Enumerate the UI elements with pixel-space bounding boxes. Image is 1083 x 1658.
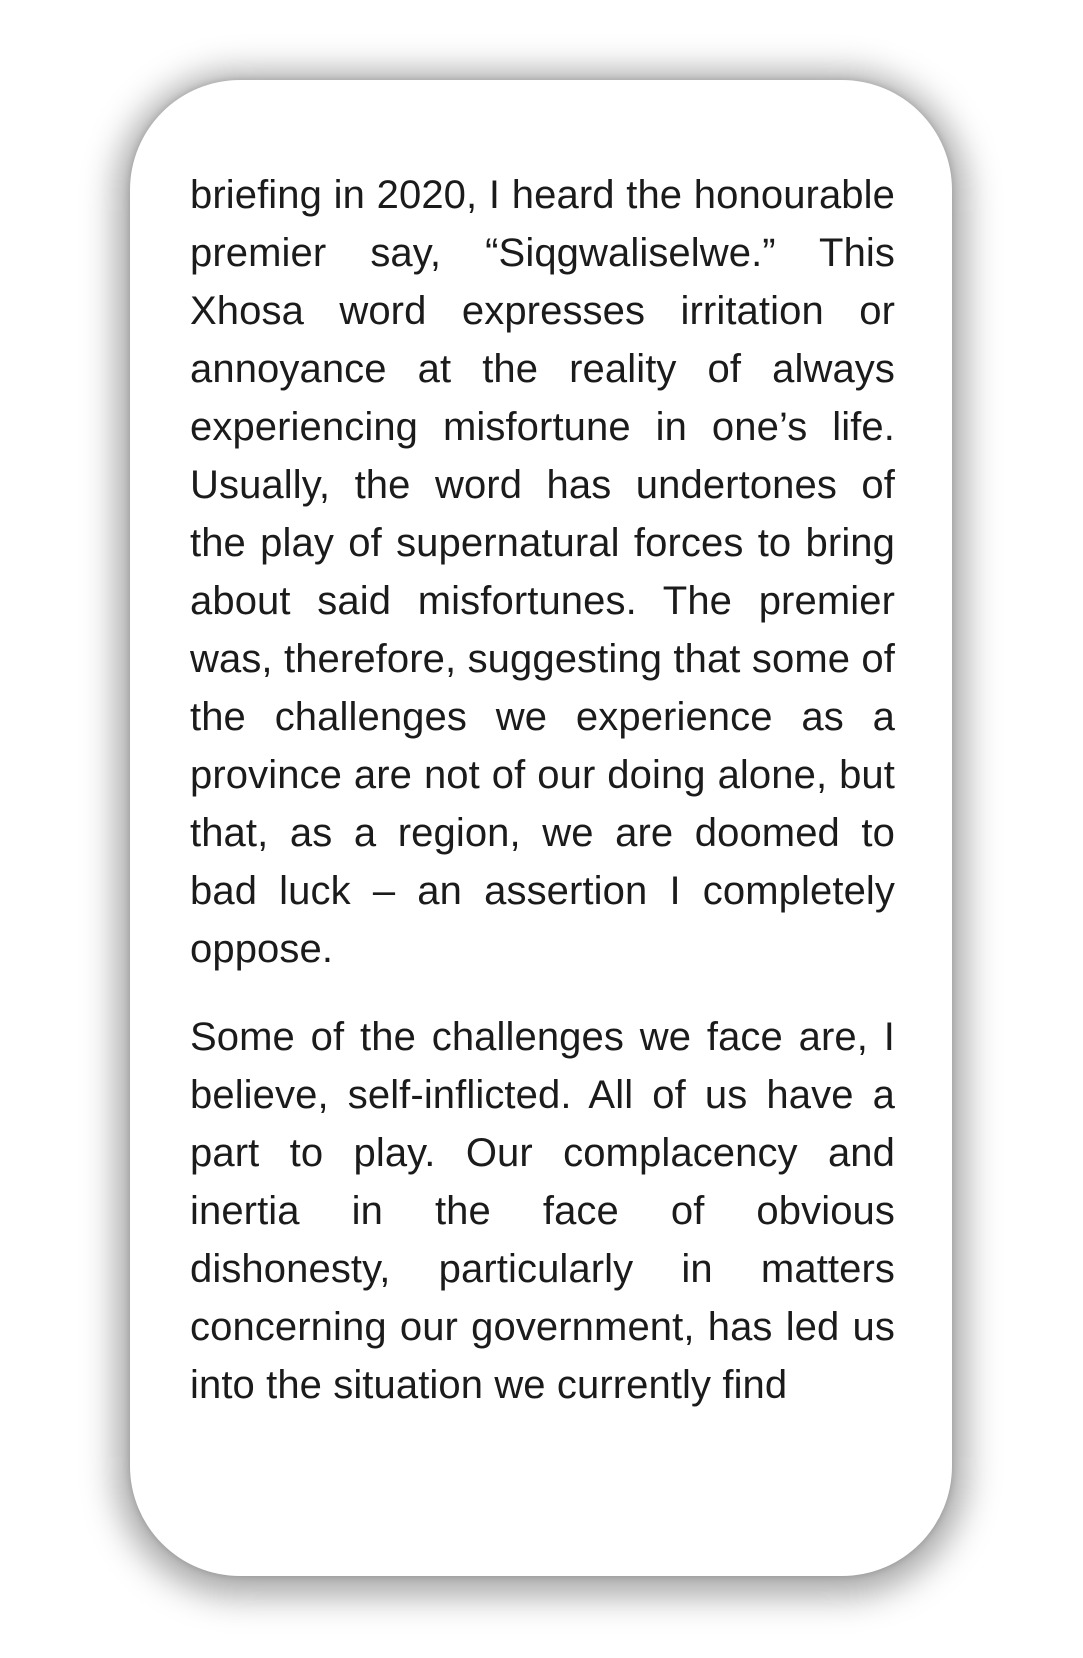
article-paragraph-2: Some of the challenges we face are, I believe, self-inflicted. All of us have a part to play. Our complacency and inertia in the face of obvious dishonesty, particularly in matters concerning our government, has led us into the situation we currently find [190,1015,895,1407]
article-paragraph-1: briefing in 2020, I heard the honourable premier say, “Siqgwaliselwe.” This Xhosa word expresses irritation or annoyance at the reality of always experiencing misfortune in one’s life. Usually, the word has undertones of the play of supernatural forces to bring about said misfortunes. The premier was, therefore, suggesting that some of the challenges we experience as a province are not of our doing alone, but that, as a region, we are doomed to bad luck – an assertion I completely oppose. [190,173,895,971]
article-card [130,80,952,1576]
article-text [190,166,895,1534]
